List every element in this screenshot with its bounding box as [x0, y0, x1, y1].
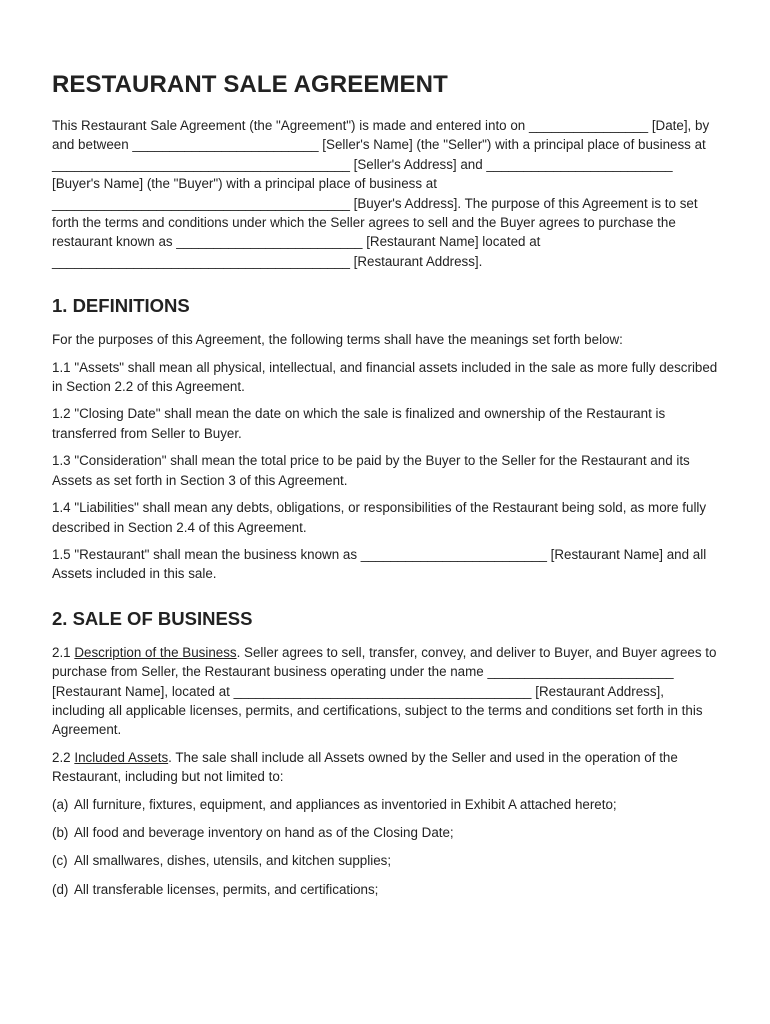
list-marker: (c) [52, 853, 68, 869]
clause-2-2 [52, 748, 718, 787]
clause-term: Description of the Business [74, 644, 237, 660]
clause-2-1 [52, 643, 718, 740]
list-marker: (b) [52, 824, 69, 840]
list-item-text: All smallwares, dishes, utensils, and kitchen supplies; [74, 853, 392, 869]
definition-liabilities: 1.4 "Liabilities" shall mean any debts, obligations, or responsibilities of the Restaurant being sold, as more fully described in Section 2.4 of this Agreement. [52, 500, 707, 535]
list-marker: (d) [52, 881, 69, 897]
clause-text: . The sale shall include all Assets owned by the Seller and used in the operation of the Restaurant, including but not limited to: [52, 749, 678, 785]
clause-number: 2.2 [52, 749, 75, 765]
clause-term: Included Assets [74, 749, 169, 765]
clause-text: . Seller agrees to sell, transfer, convey, and deliver to Buyer, and Buyer agrees to purchase from Seller, the Restaurant business operating under the name _________________________ [Restaurant Name], located at ________________________________________ [Restaurant Address], including all applicable licenses, permits, and certifications, subject to the terms and conditions set forth in this Agreement. [52, 644, 717, 738]
list-item [52, 851, 718, 870]
definitions-lead: For the purposes of this Agreement, the following terms shall have the meanings set forth below: [52, 332, 623, 348]
definition-assets: 1.1 "Assets" shall mean all physical, intellectual, and financial assets included in the sale as more fully described in Section 2.2 of this Agreement. [52, 359, 718, 395]
document-title: RESTAURANT SALE AGREEMENT [52, 71, 448, 98]
section-heading-definitions: 1. DEFINITIONS [52, 295, 190, 317]
list-item-text: All transferable licenses, permits, and certifications; [74, 881, 379, 897]
definition-consideration: 1.3 "Consideration" shall mean the total price to be paid by the Buyer to the Seller for the Restaurant and its Assets as set forth in Section 3 of this Agreement. [52, 453, 690, 488]
section-heading-sale-of-business: 2. SALE OF BUSINESS [52, 607, 253, 629]
list-item [52, 880, 718, 899]
definition-closing-date: 1.2 "Closing Date" shall mean the date on which the sale is finalized and ownership of the Restaurant is transferred from Seller to Buyer. [52, 406, 666, 441]
list-item [52, 823, 718, 842]
intro-paragraph: This Restaurant Sale Agreement (the "Agreement") is made and entered into on ________________ [Date], by and between _________________________ [Seller's Name] (the "Seller") with a principal place of business at ________________________________________ [Seller's Address] and _________________________ [Buyer's Name] (the "Buyer") with a principal place of business at ________________________________________ [Buyer's Address]. The purpose of this Agreement is to set forth the terms and conditions under which the Seller agrees to sell and the Buyer agrees to purchase the restaurant known as _________________________ [Restaurant Name] located at ________________________________________ [Restaurant Address]. [52, 118, 710, 269]
list-item-text: All furniture, fixtures, equipment, and appliances as inventoried in Exhibit A attached hereto; [74, 796, 617, 812]
list-item [52, 795, 718, 814]
clause-number: 2.1 [52, 644, 75, 660]
definition-restaurant: 1.5 "Restaurant" shall mean the business known as _________________________ [Restaurant Name] and all Assets included in this sale. [52, 546, 707, 582]
list-item-text: All food and beverage inventory on hand as of the Closing Date; [74, 824, 454, 840]
list-marker: (a) [52, 796, 69, 812]
